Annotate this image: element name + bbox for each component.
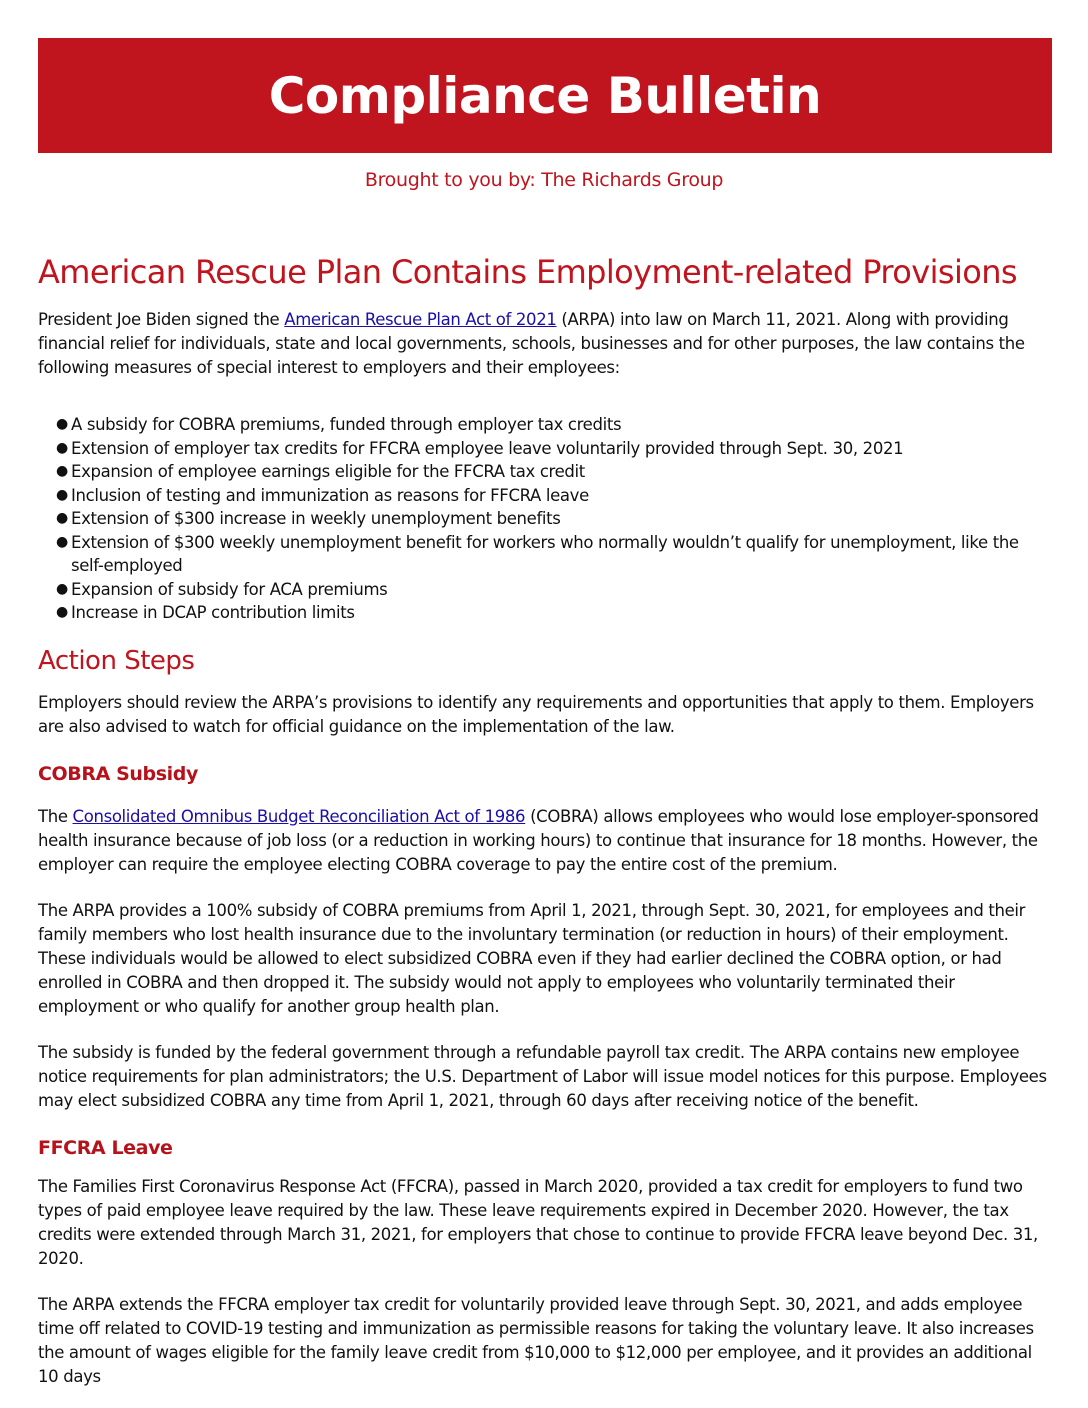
list-item: [38, 437, 1052, 461]
byline: Brought to you by: The Richards Group: [364, 169, 724, 191]
header-banner: [38, 38, 1052, 153]
list-item-text: Extension of $300 weekly unemployment benefit for workers who normally wouldn’t qualify for unemployment, like the self-employed: [71, 532, 1019, 575]
list-item: [38, 413, 1052, 437]
cobra-paragraph-1: [38, 805, 1052, 877]
cobra-heading: COBRA Subsidy: [38, 762, 198, 785]
list-item: [38, 507, 1052, 531]
bullet-icon: ●: [56, 604, 68, 620]
bullet-icon: ●: [56, 463, 68, 479]
list-item: [38, 484, 1052, 508]
list-item-text: A subsidy for COBRA premiums, funded through employer tax credits: [71, 415, 622, 434]
cobra-paragraph-2: The ARPA provides a 100% subsidy of COBRA premiums from April 1, 2021, through Sept. 30, 2021, for employees and their family members who lost health insurance due to the involuntary termination (or reduction in hours) of their employment. These individuals would be allowed to elect subsidized COBRA even if they had earlier declined the COBRA option, or had enrolled in COBRA and then dropped it. The subsidy would not apply to employees who voluntarily terminated their employment or who qualify for another group health plan.: [38, 900, 1026, 1016]
intro-text-after: (ARPA) into law on March 11, 2021. Along with providing financial relief for individuals, state and local governments, schools, businesses and for other purposes, the law contains the following measures of special interest to employers and their employees:: [38, 310, 1025, 377]
ffcra-paragraph-2: The ARPA extends the FFCRA employer tax credit for voluntarily provided leave through Sept. 30, 2021, and adds employee time off related to COVID-19 testing and immunization as permissible reasons for taking the voluntary leave. It also increases the amount of wages eligible for the family leave credit from $10,000 to $12,000 per employee, and it provides an additional 10 days: [38, 1294, 1034, 1386]
ffcra-paragraph-1: The Families First Coronavirus Response Act (FFCRA), passed in March 2020, provided a tax credit for employers to fund two types of paid employee leave required by the law. These leave requirements expired in December 2020. However, the tax credits were extended through March 31, 2021, for employers that chose to continue to provide FFCRA leave beyond Dec. 31, 2020.: [38, 1176, 1038, 1268]
bullet-icon: ●: [56, 416, 68, 432]
action-steps-paragraph: Employers should review the ARPA’s provisions to identify any requirements and opportunities that apply to them. Employers are also advised to watch for official guidance on the implementation of the law.: [38, 692, 1034, 736]
bullet-icon: ●: [56, 510, 68, 526]
list-item-text: Extension of $300 increase in weekly unemployment benefits: [71, 509, 561, 528]
article-title: American Rescue Plan Contains Employment-related Provisions: [38, 253, 1017, 291]
list-item: [38, 601, 1052, 625]
action-steps-heading: Action Steps: [38, 645, 195, 676]
cobra-text-after: (COBRA) allows employees who would lose employer-sponsored health insurance because of job loss (or a reduction in working hours) to continue that insurance for 18 months. However, the employer can require the employee electing COBRA coverage to pay the entire cost of the premium.: [38, 806, 1039, 874]
list-item: [38, 460, 1052, 484]
bullet-icon: ●: [56, 533, 68, 550]
bulletin-title: Compliance Bulletin: [268, 66, 822, 125]
cobra-text-before: The: [38, 806, 73, 826]
intro-text-before: President Joe Biden signed the: [38, 310, 285, 329]
ffcra-heading: FFCRA Leave: [38, 1136, 173, 1159]
cobra-paragraph-3: The subsidy is funded by the federal government through a refundable payroll tax credit. The ARPA contains new employee notice requirements for plan administrators; the U.S. Department of Labor will issue model notices for this purpose. Employees may elect subsidized COBRA any time from April 1, 2021, through 60 days after receiving notice of the benefit.: [38, 1042, 1047, 1110]
list-item: [38, 578, 1052, 602]
bullet-icon: ●: [56, 580, 68, 597]
arpa-link[interactable]: American Rescue Plan Act of 2021: [284, 310, 557, 329]
measures-list: [38, 413, 1052, 625]
list-item-text: Extension of employer tax credits for FFCRA employee leave voluntarily provided through Sept. 30, 2021: [71, 438, 904, 458]
bullet-icon: ●: [56, 439, 68, 456]
cobra-act-link[interactable]: Consolidated Omnibus Budget Reconciliation Act of 1986: [72, 806, 526, 826]
article-body: [38, 250, 1052, 1389]
list-item-text: Expansion of employee earnings eligible for the FFCRA tax credit: [71, 462, 585, 481]
list-item-text: Increase in DCAP contribution limits: [71, 603, 355, 622]
bullet-icon: ●: [56, 486, 68, 503]
list-item-text: Expansion of subsidy for ACA premiums: [71, 579, 388, 599]
intro-paragraph: [38, 308, 1052, 380]
list-item-text: Inclusion of testing and immunization as reasons for FFCRA leave: [71, 485, 589, 505]
list-item: [38, 531, 1052, 578]
